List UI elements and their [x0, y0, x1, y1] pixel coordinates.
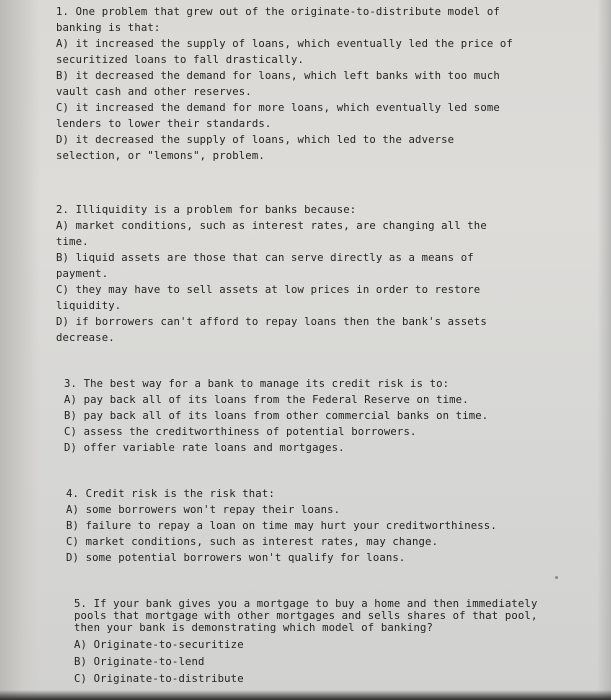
question-1-text: 1. One problem that grew out of the originate-to-distribute model of banking is that:: [56, 6, 500, 34]
question-3-option-b: B) pay back all of its loans from other commercial banks on time.: [64, 410, 489, 422]
question-2-option-b: B) liquid assets are those that can serve directly as a means of payment.: [56, 252, 474, 280]
question-1-option-d: D) it decreased the supply of loans, which led to the adverse selection, or "lemons", problem.: [56, 134, 455, 162]
question-5: [56, 598, 538, 685]
question-2-option-d: D) if borrowers can't afford to repay loans then the bank's assets decrease.: [56, 316, 487, 344]
question-1-option-b: B) it decreased the demand for loans, which left banks with too much vault cash and other reserves.: [56, 70, 500, 98]
question-4: [56, 486, 497, 566]
question-5-option-c: C) Originate-to-distribute: [74, 673, 244, 685]
question-4-text: 4. Credit risk is the risk that:: [66, 488, 275, 500]
question-3-option-a: A) pay back all of its loans from the Federal Reserve on time.: [64, 394, 469, 406]
question-5-option-a: A) Originate-to-securitize: [74, 639, 244, 651]
question-4-option-c: C) market conditions, such as interest rates, may change.: [66, 536, 439, 548]
question-1-option-a: A) it increased the supply of loans, which eventually led the price of securitized loans to fall drastically.: [56, 38, 513, 66]
page-right-shadow: [597, 0, 611, 700]
question-5-option-b: B) Originate-to-lend: [74, 656, 205, 668]
question-4-option-a: A) some borrowers won't repay their loans.: [66, 504, 341, 516]
question-1: [56, 4, 513, 164]
question-1-option-c: C) it increased the demand for more loans, which eventually led some lenders to lower their standards.: [56, 102, 500, 130]
page-bottom-shadow: [0, 690, 611, 700]
question-2-option-c: C) they may have to sell assets at low prices in order to restore liquidity.: [56, 284, 481, 312]
question-2-option-a: A) market conditions, such as interest rates, are changing all the time.: [56, 220, 487, 248]
question-5-text: 5. If your bank gives you a mortgage to buy a home and then immediately pools that mortgage with other mortgages and sells shares of that pool, then your bank is demonstrating which model of banking?: [74, 598, 538, 634]
question-3-text: 3. The best way for a bank to manage its credit risk is to:: [64, 378, 450, 390]
question-2-text: 2. Illiquidity is a problem for banks because:: [56, 204, 357, 216]
question-3-option-d: D) offer variable rate loans and mortgages.: [64, 442, 345, 454]
question-3: [56, 376, 488, 456]
question-2: [56, 202, 487, 346]
question-4-option-b: B) failure to repay a loan on time may hurt your creditworthiness.: [66, 520, 497, 532]
page-left-shadow: [0, 0, 40, 700]
question-4-option-d: D) some potential borrowers won't qualify for loans.: [66, 552, 406, 564]
paper-speck: [555, 576, 558, 579]
question-3-option-c: C) assess the creditworthiness of potential borrowers.: [64, 426, 417, 438]
